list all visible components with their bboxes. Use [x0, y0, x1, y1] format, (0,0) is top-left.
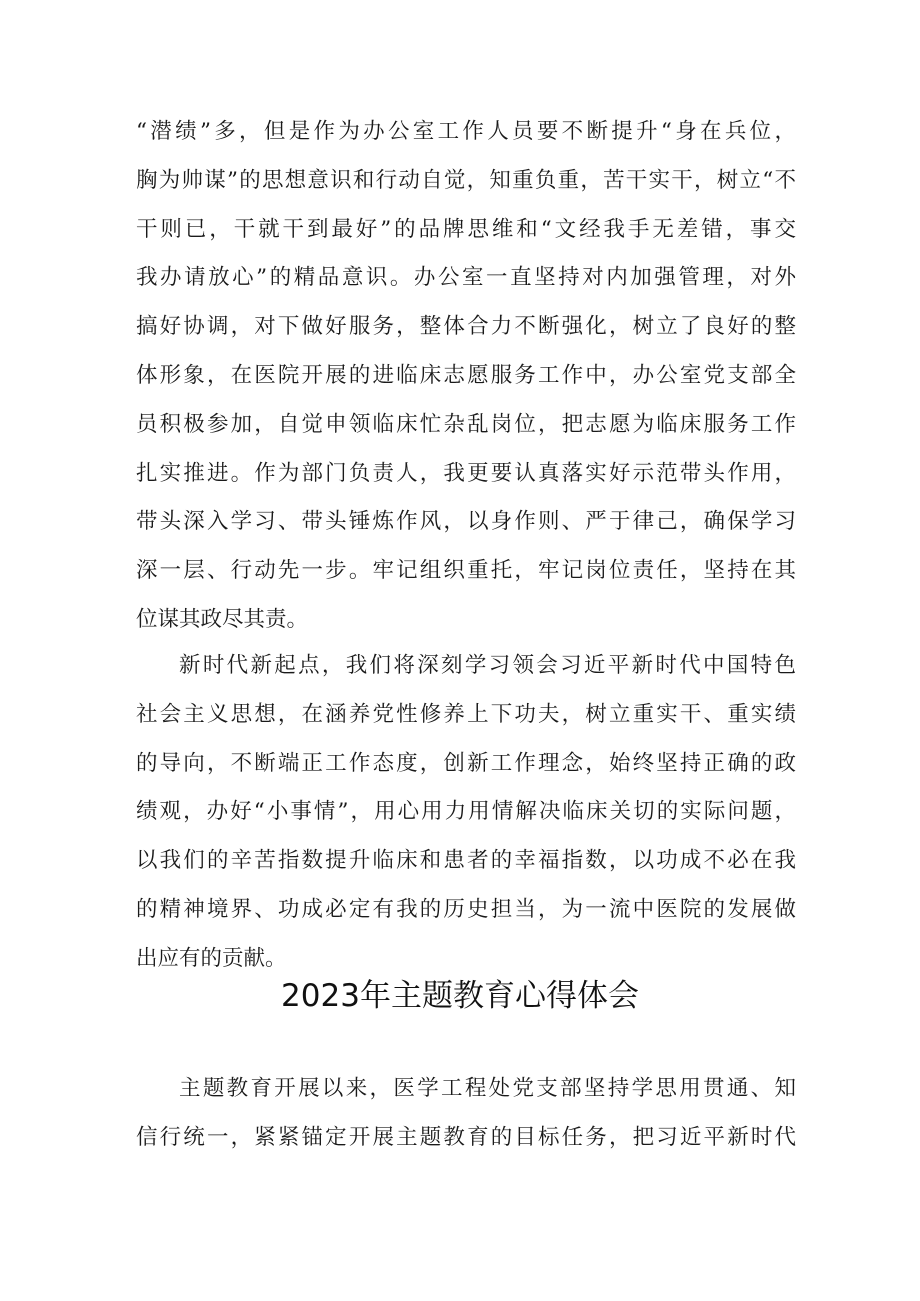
text-line: “潜绩”多，但是作为办公室工作人员要不断提升“身在兵位，	[136, 119, 796, 144]
text-line: 信行统一，紧紧锚定开展主题教育的目标任务，把习近平新时代	[136, 1124, 796, 1150]
text-line: 带头深入学习、带头锤炼作风，以身作则、严于律己，确保学习	[136, 509, 796, 535]
text-line: 我办请放心”的精品意识。办公室一直坚持对内加强管理，对外	[136, 265, 796, 291]
text-line: 体形象，在医院开展的进临床志愿服务工作中，办公室党支部全	[136, 362, 796, 388]
text-line: 的精神境界、功成必定有我的历史担当，为一流中医院的发展做	[136, 896, 796, 922]
paragraph-intro	[136, 1065, 796, 1163]
text-line: 位谋其政尽其责。	[136, 606, 309, 632]
text-line: 胸为帅谋”的思想意识和行动自觉，知重负重，苦干实干，树立“不	[136, 167, 796, 193]
paragraph-office-work	[136, 108, 796, 645]
text-line: 深一层、行动先一步。牢记组织重托，牢记岗位责任，坚持在其	[136, 558, 796, 584]
text-line: 的导向，不断端正工作态度，创新工作理念，始终坚持正确的政	[136, 750, 796, 776]
paragraph-new-era	[136, 642, 796, 984]
text-line: 新时代新起点，我们将深刻学习领会习近平新时代中国特色	[179, 653, 796, 678]
text-line: 出应有的贡献。	[136, 945, 287, 971]
text-line: 绩观，办好“小事情”，用心用力用情解决临床关切的实际问题，	[136, 799, 796, 825]
section-heading: 2023年主题教育心得体会	[281, 978, 639, 1014]
text-line: 员积极参加，自觉申领临床忙杂乱岗位，把志愿为临床服务工作	[136, 411, 796, 437]
text-line: 扎实推进。作为部门负责人，我更要认真落实好示范带头作用，	[136, 460, 796, 486]
text-line: 社会主义思想，在涵养党性修养上下功夫，树立重实干、重实绩	[136, 701, 796, 727]
text-line: 干则已，干就干到最好”的品牌思维和“文经我手无差错，事交	[136, 216, 796, 242]
text-line: 主题教育开展以来，医学工程处党支部坚持学思用贯通、知	[179, 1076, 796, 1101]
text-line: 以我们的辛苦指数提升临床和患者的幸福指数，以功成不必在我	[136, 848, 796, 874]
text-line: 搞好协调，对下做好服务，整体合力不断强化，树立了良好的整	[136, 314, 796, 340]
